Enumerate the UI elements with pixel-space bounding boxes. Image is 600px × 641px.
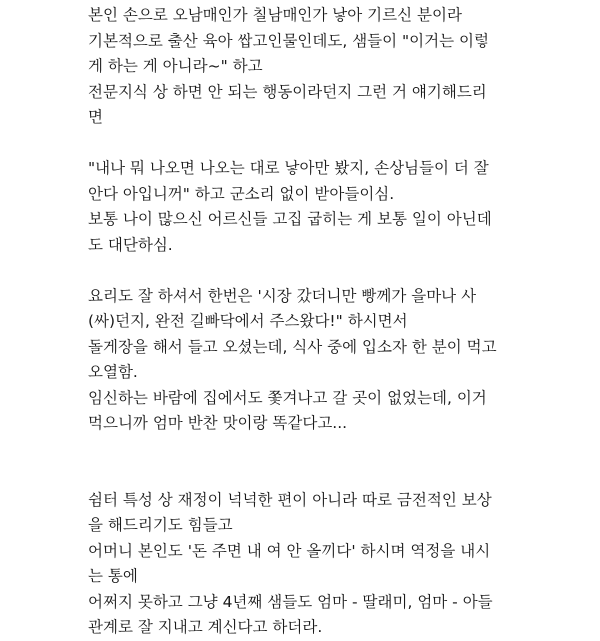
paragraph-3: [88, 284, 586, 437]
text-line: 는 통에: [88, 567, 138, 585]
text-line: 본인 손으로 오남매인가 칠남매인가 낳아 기르신 분이라: [88, 6, 462, 24]
text-line: 게 하는 게 아니라~" 하고: [88, 57, 263, 75]
text-line: 돌게장을 해서 들고 오셨는데, 식사 중에 입소자 한 분이 먹고: [88, 337, 497, 356]
text-line: 임신하는 바람에 집에서도 쫓겨나고 갈 곳이 없었는데, 이거: [88, 388, 487, 407]
text-line: 오열함.: [88, 363, 138, 381]
text-line: 안다 아입니꺼" 하고 군소리 없이 받아들이심.: [88, 184, 395, 203]
text-line: 도 대단하심.: [88, 235, 173, 254]
text-line: 면: [88, 108, 103, 126]
paragraph-4: [88, 488, 586, 641]
text-line: "내나 뭐 나오면 나오는 대로 낳아만 봤지, 손상님들이 더 잘: [88, 159, 489, 177]
text-line: 어머니 본인도 '돈 주면 내 여 안 올끼다' 하시며 역정을 내시: [88, 541, 491, 560]
text-line: 어쩌지 못하고 그냥 4년째 샘들도 엄마 - 딸래미, 엄마 - 아들: [88, 592, 493, 611]
text-line: 먹으니까 엄마 반찬 맛이랑 똑같다고...: [88, 414, 348, 432]
text-line: 쉼터 특성 상 재정이 넉넉한 편이 아니라 따로 금전적인 보상: [88, 490, 492, 509]
text-line: 요리도 잘 하셔서 한번은 '시장 갔더니만 빵께가 을마나 사: [88, 286, 477, 305]
text-line: (싸)던지, 완전 길빠닥에서 주스왔다!" 하시면서: [88, 312, 408, 330]
text-line: 관계로 잘 지내고 계신다고 하더라.: [88, 618, 323, 636]
paragraph-2: [88, 156, 586, 258]
text-line: 전문지식 상 하면 안 되는 행동이라던지 그런 거 얘기해드리: [88, 82, 487, 101]
text-line: 을 해드리기도 힘들고: [88, 516, 233, 534]
paragraph-1: [88, 3, 586, 131]
text-line: 기본적으로 출산 육아 쌉고인물인데도, 샘들이 "이거는 이렇: [88, 31, 489, 50]
text-line: 보통 나이 많으신 어르신들 고집 굽히는 게 보통 일이 아닌데: [88, 210, 492, 228]
